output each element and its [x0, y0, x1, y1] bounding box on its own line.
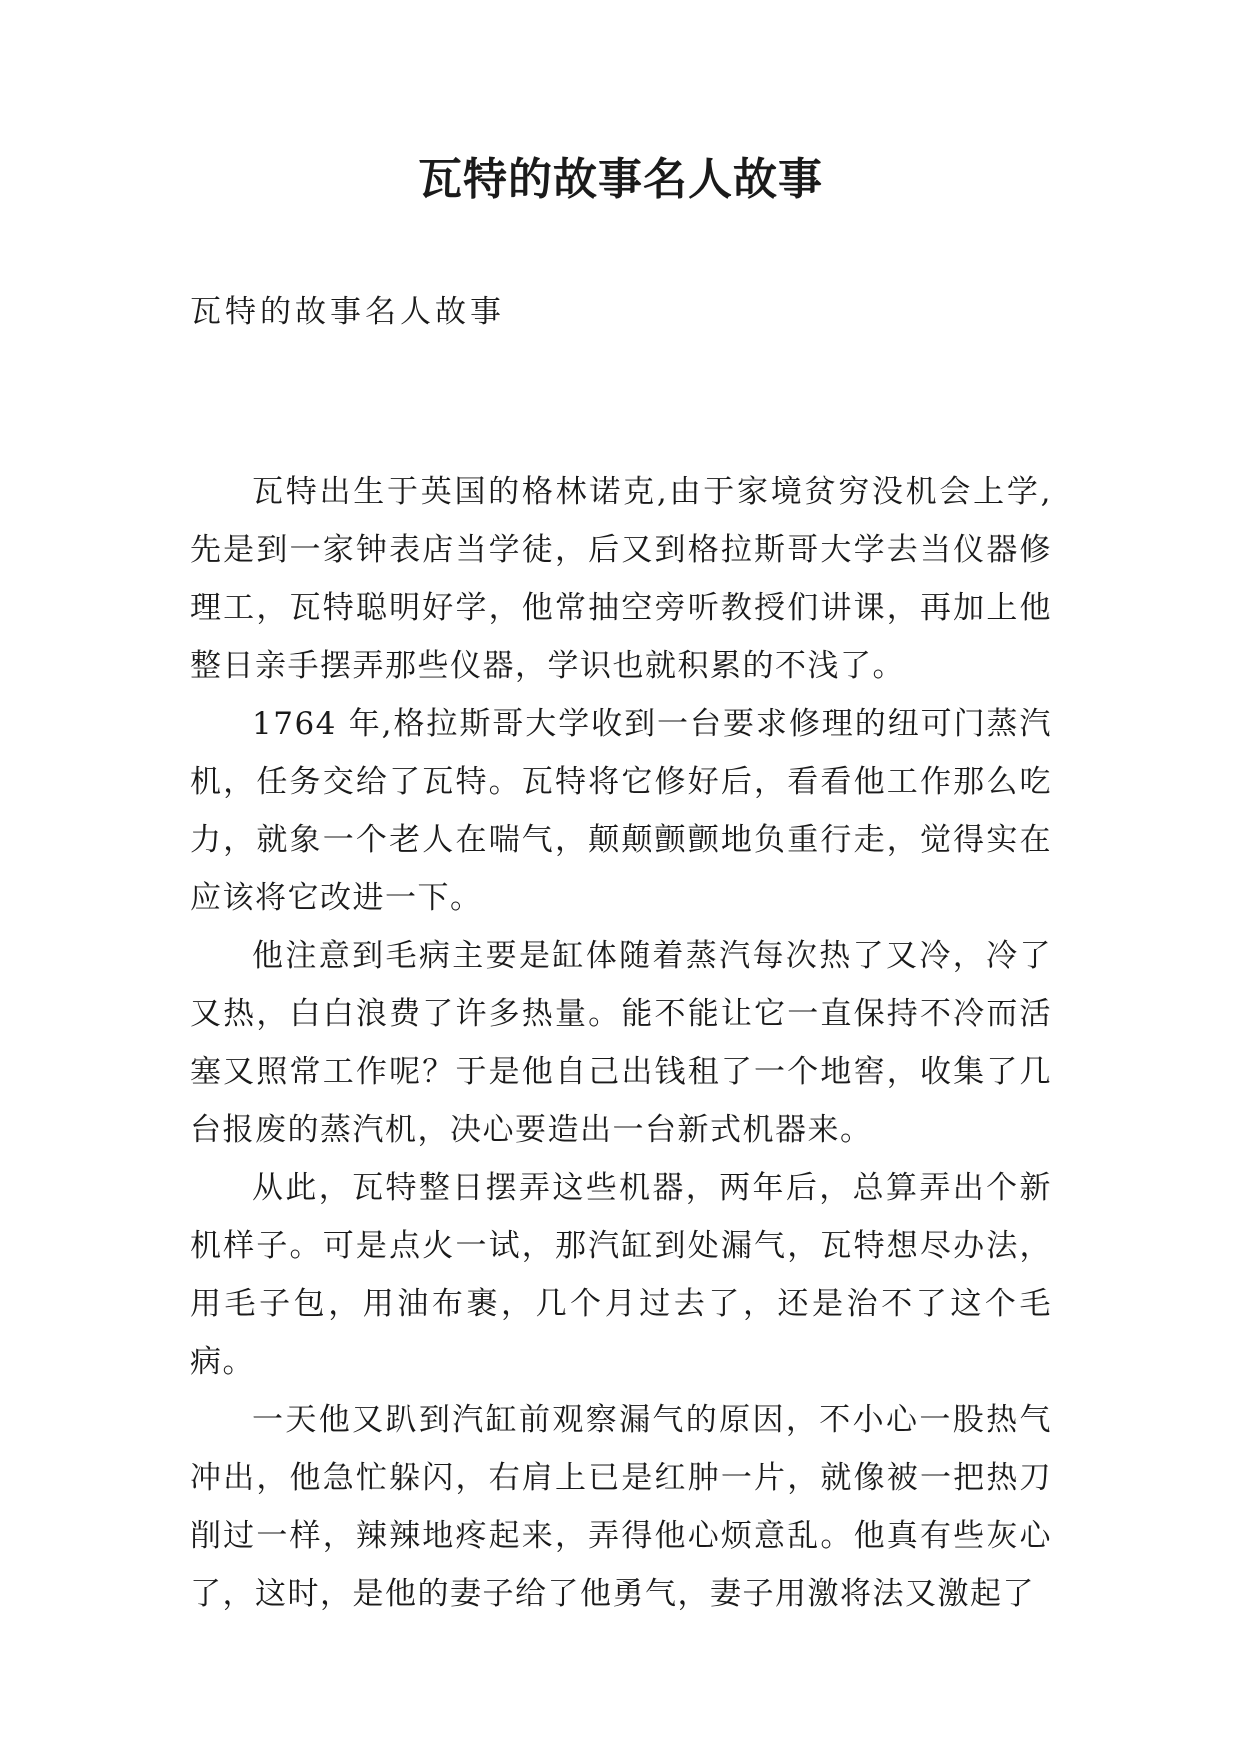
document-subtitle: 瓦特的故事名人故事 [190, 294, 505, 330]
paragraph-4: 从此，瓦特整日摆弄这些机器，两年后，总算弄出个新机样子。可是点火一试，那汽缸到处漏气，瓦特想尽办法，用毛子包，用油布裹，几个月过去了，还是治不了这个毛病。 [190, 1170, 1052, 1380]
paragraph-5: 一天他又趴到汽缸前观察漏气的原因，不小心一股热气冲出，他急忙躲闪，右肩上已是红肿一片，就像被一把热刀削过一样，辣辣地疼起来，弄得他心烦意乱。他真有些灰心了，这时，是他的妻子给了他勇气，妻子用激将法又激起了 [190, 1402, 1052, 1612]
document-body [190, 463, 1052, 1623]
paragraph-3: 他注意到毛病主要是缸体随着蒸汽每次热了又冷，冷了又热，白白浪费了许多热量。能不能让它一直保持不冷而活塞又照常工作呢？于是他自己出钱租了一个地窖，收集了几台报废的蒸汽机，决心要造出一台新式机器来。 [190, 938, 1052, 1148]
paragraph-1: 瓦特出生于英国的格林诺克,由于家境贫穷没机会上学,先是到一家钟表店当学徒，后又到格拉斯哥大学去当仪器修理工，瓦特聪明好学，他常抽空旁听教授们讲课，再加上他整日亲手摆弄那些仪器，学识也就积累的不浅了。 [190, 474, 1052, 684]
paragraph-2: 1764 年,格拉斯哥大学收到一台要求修理的纽可门蒸汽机，任务交给了瓦特。瓦特将它修好后，看看他工作那么吃力，就象一个老人在喘气，颠颠颤颤地负重行走，觉得实在应该将它改进一下。 [190, 706, 1052, 916]
document-title: 瓦特的故事名人故事 [418, 154, 823, 205]
